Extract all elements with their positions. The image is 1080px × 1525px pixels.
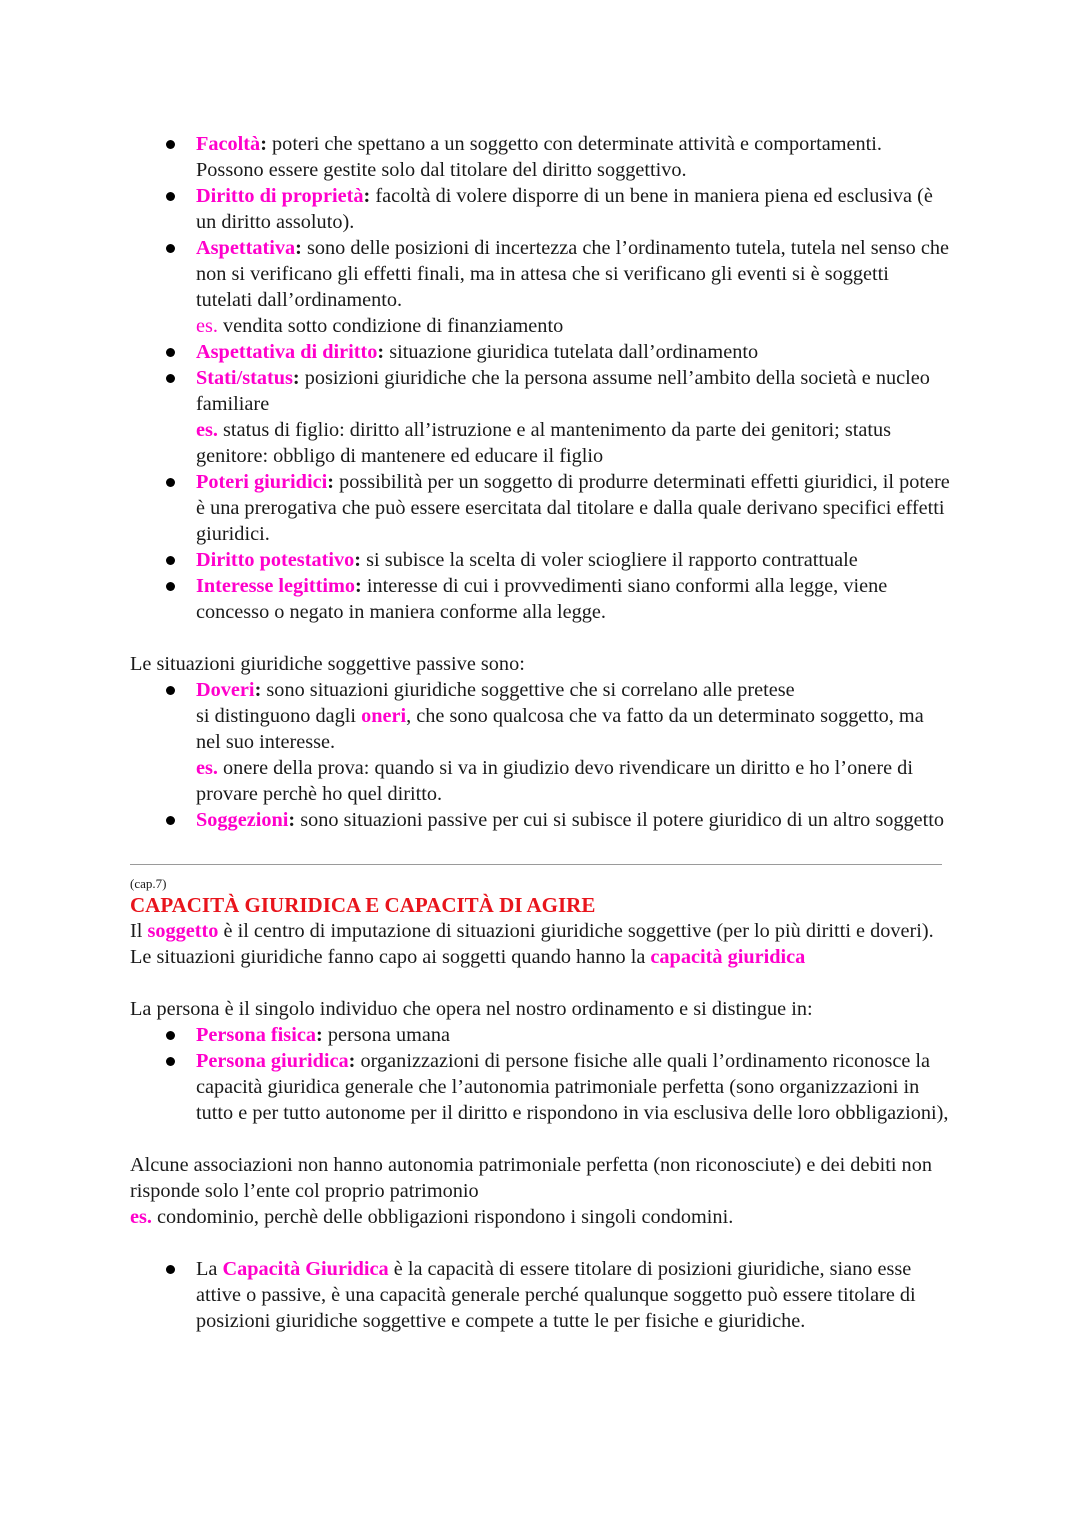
list-item-persona-fisica: Persona fisica: persona umana — [196, 1022, 950, 1048]
term-facolta: Facoltà — [196, 133, 261, 155]
term-soggetto: soggetto — [147, 920, 219, 942]
term-oneri: oneri — [361, 705, 407, 727]
definition-text: è la capacità di essere titolare di posizioni giuridiche, siano esse attive o passive, è una capacità generale perché qualunque soggetto può essere titolare di posizioni giuridiche soggettive e compete a tutte le per fisiche e giuridiche. — [196, 1258, 916, 1332]
definition-text: sono situazioni passive per cui si subisce il potere giuridico di un altro soggetto — [295, 809, 945, 831]
list-item-aspettativa: Aspettativa: sono delle posizioni di incertezza che l’ordinamento tutela, tutela nel senso che non si verificano gli effetti finali, ma in attesa che si verificano gli eventi si è soggetti tutelati dall’ordinamento. es. vendita sotto condizione di finanziamento — [196, 237, 949, 337]
list-item-stati-status: Stati/status: posizioni giuridiche che la persona assume nell’ambito della società e nucleo familiare es. status di figlio: diritto all’istruzione e al mantenimento da parte dei genitori; status genitore: obbligo di mantenere ed educare il figlio — [196, 365, 950, 469]
example-label: es. — [196, 757, 218, 779]
list-item-persona-giuridica: Persona giuridica: organizzazioni di persone fisiche alle quali l’ordinamento riconosce la capacità giuridica generale che l’autonomia patrimoniale perfetta (sono organizzazioni in tutto e per tutto autonome per il diritto e rispondono in via esclusiva delle loro obbligazioni), — [196, 1050, 949, 1124]
list-item-poteri-giuridici: Poteri giuridici: possibilità per un soggetto di produrre determinati effetti giuridici, il potere è una prerogativa che può essere esercitata dal titolare e dalla quale derivano specifici effetti giuridici. — [196, 471, 950, 545]
definition-text: La — [196, 1258, 223, 1280]
page-content — [130, 131, 950, 1334]
list-item-diritto-potestativo: Diritto potestativo: si subisce la scelta di voler sciogliere il rapporto contrattuale — [196, 547, 950, 573]
definition-text: si subisce la scelta di voler sciogliere il rapporto contrattuale — [361, 549, 858, 571]
definition-text: poteri che spettano a un soggetto con determinate attività e comportamenti. Possono essere gestite solo dal titolare del diritto soggettivo. — [196, 133, 882, 181]
term-diritto-potestativo: Diritto potestativo — [196, 549, 355, 571]
paragraph-text: è il centro di imputazione di situazioni giuridiche soggettive (per lo più diritti e doveri). Le situazioni giuridiche fanno capo ai soggetti quando hanno la — [130, 920, 934, 968]
persona-intro: La persona è il singolo individuo che opera nel nostro ordinamento e si distingue in: — [130, 998, 813, 1020]
associazioni-example — [130, 1204, 950, 1230]
example-label: es. — [196, 315, 218, 337]
definition-text: interesse di cui i provvedimenti siano conformi alla legge, viene concesso o negato in maniera conforme alla legge. — [196, 575, 888, 623]
definition-text: sono situazioni giuridiche soggettive che si correlano alle pretese — [261, 679, 795, 701]
passive-intro: Le situazioni giuridiche soggettive passive sono: — [130, 653, 525, 675]
term-persona-fisica: Persona fisica — [196, 1024, 316, 1046]
list-item-soggezioni: Soggezioni: sono situazioni passive per cui si subisce il potere giuridico di un altro soggetto — [196, 807, 950, 833]
section-divider — [130, 864, 942, 865]
example-label: es. — [130, 1206, 152, 1228]
term-doveri: Doveri — [196, 679, 255, 701]
paragraph-text: Il — [130, 920, 148, 942]
term-poteri-giuridici: Poteri giuridici — [196, 471, 328, 493]
capacita-list — [130, 1256, 950, 1334]
term-capacita-giuridica: Capacità Giuridica — [222, 1258, 389, 1280]
definition-text: organizzazioni di persone fisiche alle quali l’ordinamento riconosce la capacità giuridica generale che l’autonomia patrimoniale perfetta (sono organizzazioni in tutto e per tutto autonome per il diritto e rispondono in via esclusiva delle loro obbligazioni), — [196, 1050, 949, 1124]
definition-text: situazione giuridica tutelata dall’ordinamento — [384, 341, 759, 363]
definition-text: si distinguono dagli — [196, 705, 362, 727]
list-item-capacita-giuridica — [196, 1256, 950, 1334]
list-item-aspettativa-diritto: Aspettativa di diritto: situazione giuridica tutelata dall’ordinamento — [196, 339, 950, 365]
list-item-diritto-proprieta: Diritto di proprietà: facoltà di volere disporre di un bene in maniera piena ed esclusiva (è un diritto assoluto). — [196, 183, 950, 235]
soggetto-paragraph — [130, 918, 950, 970]
definition-text: , che sono qualcosa che va fatto da un determinato soggetto, ma nel suo interesse. — [196, 705, 924, 753]
term-diritto-proprieta: Diritto di proprietà — [196, 185, 364, 207]
list-item-interesse-legittimo: Interesse legittimo: interesse di cui i provvedimenti siano conformi alla legge, viene concesso o negato in maniera conforme alla legge. — [196, 573, 950, 625]
term-persona-giuridica: Persona giuridica — [196, 1050, 349, 1072]
term-aspettativa-diritto: Aspettativa di diritto — [196, 341, 378, 363]
list-item-facolta: Facoltà: poteri che spettano a un soggetto con determinate attività e comportamenti. Possono essere gestite solo dal titolare del diritto soggettivo. — [196, 131, 950, 183]
active-situations-list — [130, 131, 950, 625]
example-label: es. — [196, 419, 218, 441]
term-interesse-legittimo: Interesse legittimo — [196, 575, 356, 597]
definition-text: facoltà di volere disporre di un bene in maniera piena ed esclusiva (è un diritto assoluto). — [196, 185, 933, 233]
definition-text: persona umana — [322, 1024, 451, 1046]
chapter-note: (cap.7) — [130, 876, 167, 891]
example-text: vendita sotto condizione di finanziamento — [217, 315, 564, 337]
associazioni-paragraph: Alcune associazioni non hanno autonomia patrimoniale perfetta (non riconosciute) e dei debiti non risponde solo l’ente col proprio patrimonio — [130, 1154, 932, 1202]
example-text: status di figlio: diritto all’istruzione e al mantenimento da parte dei genitori; status genitore: obbligo di mantenere ed educare il figlio — [196, 419, 892, 467]
passive-situations-list — [130, 677, 950, 833]
term-capacita-giuridica: capacità giuridica — [650, 946, 806, 968]
definition-text: possibilità per un soggetto di produrre determinati effetti giuridici, il potere è una prerogativa che può essere esercitata dal titolare e dalla quale derivano specifici effetti giuridici. — [196, 471, 950, 545]
definition-text: posizioni giuridiche che la persona assume nell’ambito della società e nucleo familiare — [196, 367, 930, 415]
term-aspettativa: Aspettativa — [196, 237, 296, 259]
section-heading: CAPACITÀ GIURIDICA E CAPACITÀ DI AGIRE — [130, 893, 596, 917]
example-text: condominio, perchè delle obbligazioni rispondono i singoli condomini. — [151, 1206, 734, 1228]
definition-text: sono delle posizioni di incertezza che l’ordinamento tutela, tutela nel senso che non si verificano gli effetti finali, ma in attesa che si verificano gli eventi si è soggetti tutelati dall’ordinamento. — [196, 237, 949, 311]
persona-list — [130, 1022, 950, 1126]
term-stati-status: Stati/status — [196, 367, 293, 389]
list-item-doveri: Doveri: sono situazioni giuridiche soggettive che si correlano alle pretese si distinguono dagli oneri, che sono qualcosa che va fatto da un determinato soggetto, ma nel suo interesse. es. onere della prova: quando si va in giudizio devo rivendicare un diritto e ho l’onere di provare perchè ho quel diritto. — [196, 677, 950, 807]
example-text: onere della prova: quando si va in giudizio devo rivendicare un diritto e ho l’onere di provare perchè ho quel diritto. — [196, 757, 913, 805]
term-soggezioni: Soggezioni — [196, 809, 289, 831]
